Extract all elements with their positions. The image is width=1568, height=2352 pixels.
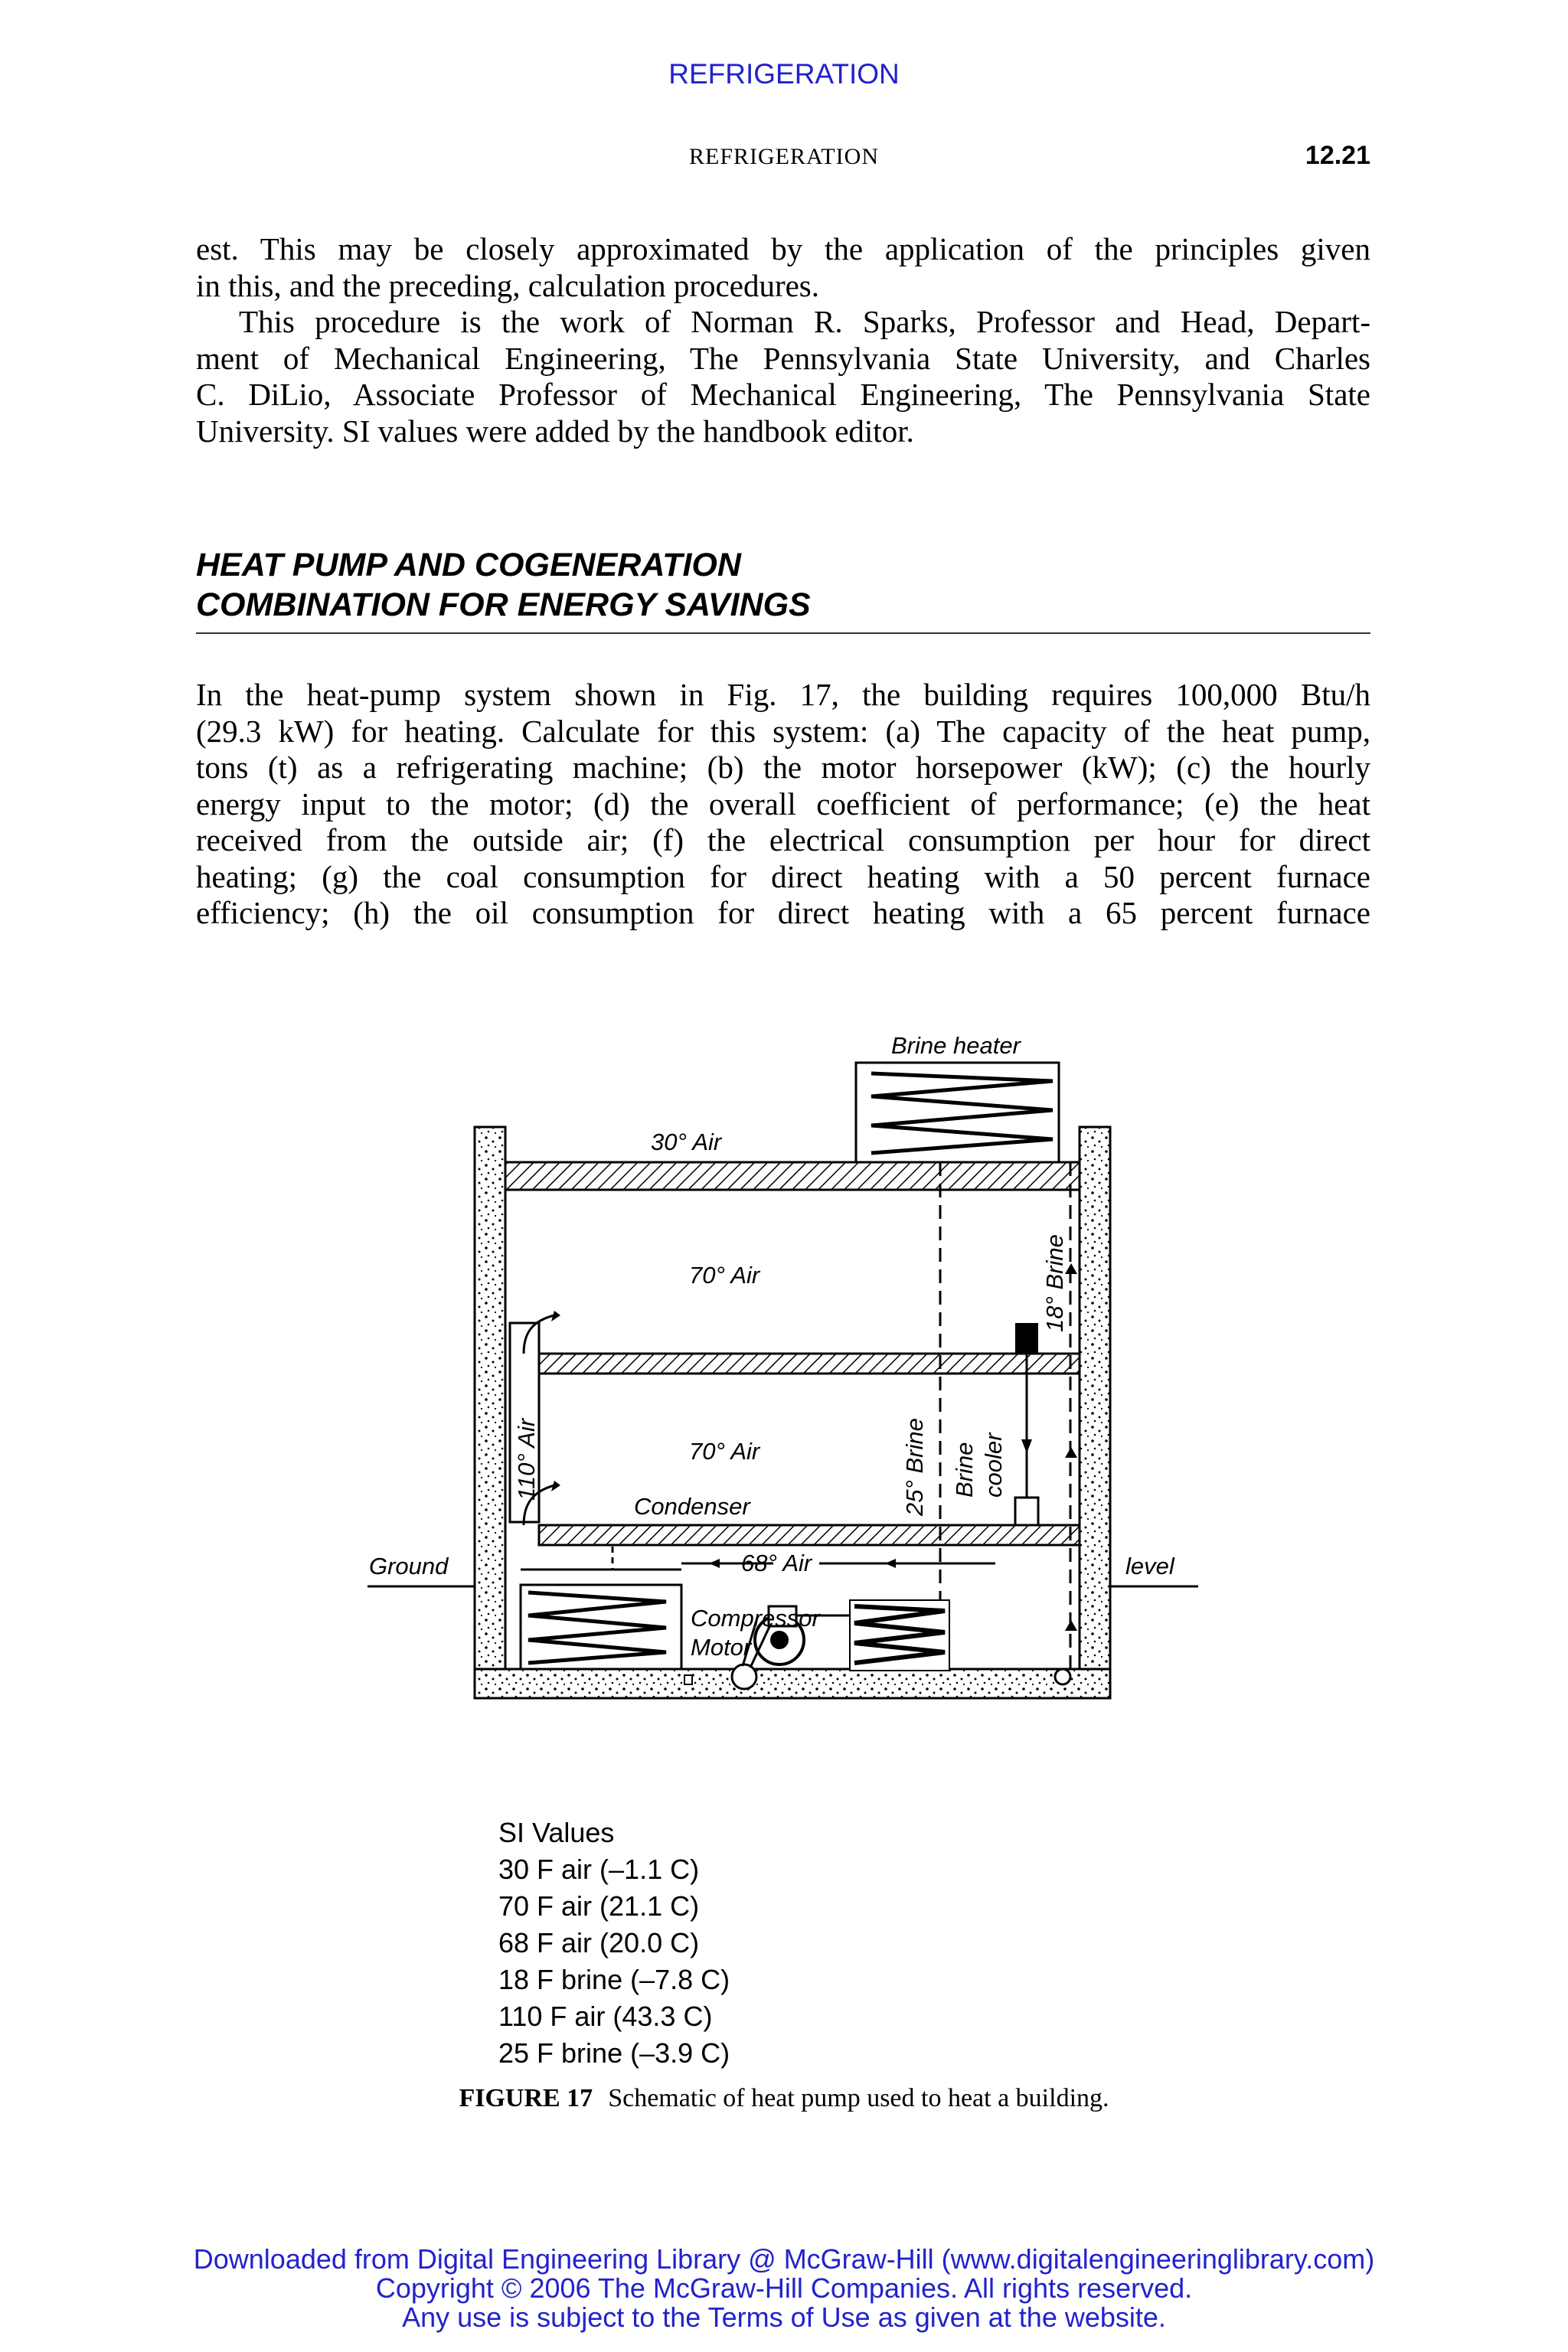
heading-line: COMBINATION FOR ENERGY SAVINGS bbox=[196, 586, 811, 623]
figure-caption bbox=[0, 2084, 1568, 2113]
page-number: 12.21 bbox=[1305, 141, 1370, 170]
cooler-top-grille bbox=[1015, 1323, 1038, 1354]
si-values-list bbox=[498, 1815, 730, 2072]
si-value-item: 70 F air (21.1 C) bbox=[498, 1890, 700, 1922]
arrow-left-icon bbox=[709, 1559, 720, 1568]
cooler-bottom-grille bbox=[1015, 1498, 1038, 1525]
label-brine-cooler-2: cooler bbox=[980, 1432, 1007, 1498]
lower-floor-slab bbox=[539, 1525, 1080, 1545]
label-brine-18: 18° Brine bbox=[1041, 1234, 1068, 1332]
label-brine-25: 25° Brine bbox=[901, 1418, 928, 1516]
label-brine-cooler-1: Brine bbox=[951, 1442, 978, 1498]
label-ground: Ground bbox=[369, 1553, 449, 1579]
si-values-title: SI Values bbox=[498, 1817, 615, 1848]
label-brine-heater: Brine heater bbox=[891, 1032, 1021, 1059]
text-line: energy input to the motor; (d) the overall coefficient of performance; (e) the heat bbox=[196, 786, 1370, 822]
compressor-pulley bbox=[732, 1664, 756, 1689]
text-line: (29.3 kW) for heating. Calculate for this system: (a) The capacity of the heat pump, bbox=[196, 713, 1370, 749]
left-wall bbox=[475, 1127, 505, 1692]
si-value-item: 110 F air (43.3 C) bbox=[498, 2001, 713, 2032]
label-condenser: Condenser bbox=[634, 1493, 750, 1520]
footer-terms-link[interactable]: Any use is subject to the Terms of Use as given at the website. bbox=[402, 2301, 1166, 2333]
text-line: ment of Mechanical Engineering, The Pennsylvania State University, and Charles bbox=[196, 340, 1370, 376]
footer-copyright: Copyright © 2006 The McGraw-Hill Companies. All rights reserved. bbox=[375, 2272, 1193, 2304]
text-line: est. This may be closely approximated by the application of the principles given bbox=[196, 231, 1370, 266]
text-line: efficiency; (h) the oil consumption for direct heating with a 65 percent furnace bbox=[196, 895, 1370, 930]
arrow-up-icon bbox=[1065, 1620, 1077, 1631]
credit-paragraph bbox=[196, 304, 1370, 449]
valve-icon bbox=[684, 1675, 692, 1684]
top-banner: REFRIGERATION bbox=[668, 58, 900, 90]
text-line: in this, and the preceding, calculation procedures. bbox=[196, 267, 820, 303]
text-line: received from the outside air; (f) the electrical consumption per hour for direct bbox=[196, 822, 1370, 858]
text-line: heating; (g) the coal consumption for direct heating with a 50 percent furnace bbox=[196, 858, 1370, 894]
arrow-left-icon bbox=[885, 1559, 896, 1568]
label-air-68: 68° Air bbox=[741, 1550, 812, 1576]
motor-hub bbox=[770, 1631, 789, 1649]
footer-download-link[interactable]: Downloaded from Digital Engineering Library @ McGraw-Hill (www.digitalengineeringlibrary.com) bbox=[193, 2243, 1375, 2275]
arrow-down-icon bbox=[1021, 1439, 1032, 1453]
heading-rule bbox=[196, 632, 1370, 634]
si-value-item: 25 F brine (–3.9 C) bbox=[498, 2037, 730, 2069]
text-line: tons (t) as a refrigerating machine; (b) the motor horsepower (kW); (c) the hourly bbox=[196, 750, 1370, 785]
text-line: C. DiLio, Associate Professor of Mechanical Engineering, The Pennsylvania State bbox=[196, 377, 1370, 412]
label-air-30: 30° Air bbox=[651, 1129, 722, 1155]
label-air-70-lower: 70° Air bbox=[689, 1438, 760, 1465]
text-line: In the heat-pump system shown in Fig. 17, the building requires 100,000 Btu/h bbox=[196, 677, 1370, 712]
label-level: level bbox=[1125, 1553, 1174, 1579]
pump-icon bbox=[1055, 1669, 1070, 1684]
right-wall bbox=[1080, 1127, 1110, 1692]
text-line: University. SI values were added by the handbook editor. bbox=[196, 413, 914, 449]
arrow-up-icon bbox=[1065, 1447, 1077, 1458]
problem-paragraph bbox=[196, 677, 1370, 932]
section-heading bbox=[196, 545, 1370, 625]
roof-slab bbox=[505, 1162, 1080, 1190]
si-value-item: 68 F air (20.0 C) bbox=[498, 1927, 700, 1958]
intro-paragraph bbox=[196, 231, 1370, 304]
figure-label: FIGURE 17 bbox=[459, 2084, 593, 2112]
figure-caption-text: Schematic of heat pump used to heat a building. bbox=[608, 2084, 1109, 2112]
label-compressor: Compressor bbox=[691, 1605, 820, 1632]
footer-notice bbox=[0, 2245, 1568, 2332]
running-head: REFRIGERATION bbox=[688, 144, 879, 169]
foundation-floor bbox=[475, 1669, 1110, 1698]
label-air-70-upper: 70° Air bbox=[689, 1262, 760, 1289]
heading-line: HEAT PUMP AND COGENERATION bbox=[196, 547, 741, 583]
label-air-110: 110° Air bbox=[513, 1418, 540, 1501]
upper-floor-slab bbox=[539, 1354, 1080, 1374]
si-value-item: 30 F air (–1.1 C) bbox=[498, 1854, 700, 1885]
label-motor: Motor bbox=[691, 1634, 752, 1661]
si-value-item: 18 F brine (–7.8 C) bbox=[498, 1964, 730, 1995]
heat-pump-schematic bbox=[360, 1011, 1217, 1738]
text-line: This procedure is the work of Norman R. Sparks, Professor and Head, Depart- bbox=[239, 304, 1370, 339]
